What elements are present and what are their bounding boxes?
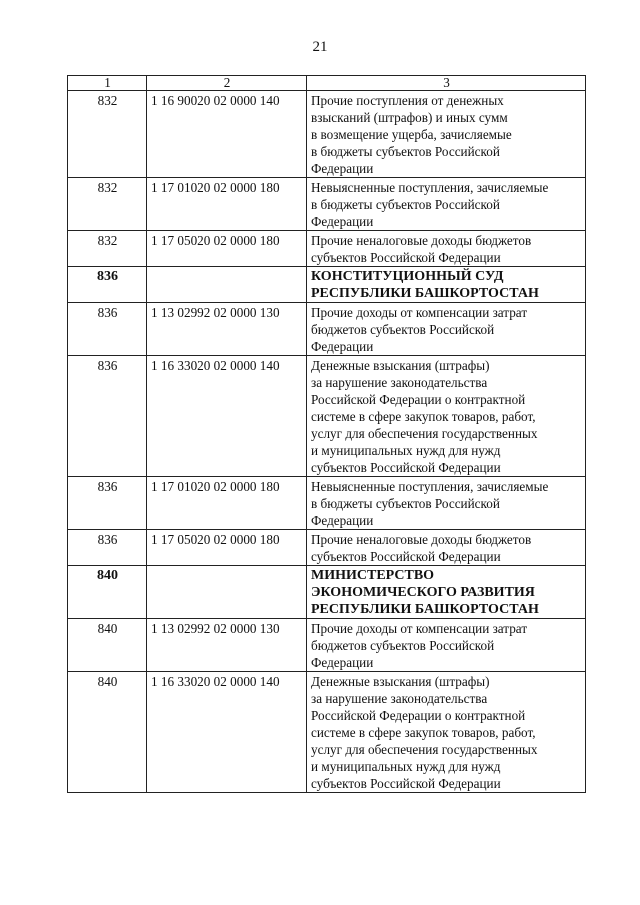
kbk-code-cell: 1 13 02992 02 0000 130: [147, 619, 307, 672]
revenue-name-cell: Прочие неналоговые доходы бюджетов субъектов Российской Федерации: [307, 530, 586, 566]
admin-code-cell: 840: [68, 619, 147, 672]
table-body: [68, 91, 586, 793]
admin-code-cell: 840: [68, 672, 147, 793]
admin-code-cell: 832: [68, 91, 147, 178]
revenue-name-cell: Невыясненные поступления, зачисляемые в бюджеты субъектов Российской Федерации: [307, 178, 586, 231]
admin-code-cell: 832: [68, 178, 147, 231]
table-row: [68, 178, 586, 231]
column-header-2: 2: [147, 76, 307, 91]
revenue-name-cell: Прочие поступления от денежных взысканий (штрафов) и иных сумм в возмещение ущерба, зачисляемые в бюджеты субъектов Российской Федерации: [307, 91, 586, 178]
revenue-name-cell: Прочие неналоговые доходы бюджетов субъектов Российской Федерации: [307, 231, 586, 267]
table-row: [68, 477, 586, 530]
header-row: [68, 76, 586, 91]
admin-code-cell: 836: [68, 530, 147, 566]
table-row: [68, 672, 586, 793]
table-row: [68, 530, 586, 566]
table-row: [68, 303, 586, 356]
admin-code-cell: 840: [68, 566, 147, 619]
table-row: [68, 619, 586, 672]
admin-code-cell: 836: [68, 356, 147, 477]
admin-code-cell: 836: [68, 477, 147, 530]
admin-code-cell: 832: [68, 231, 147, 267]
table-row: [68, 231, 586, 267]
revenue-name-cell: Денежные взыскания (штрафы) за нарушение законодательства Российской Федерации о контрактной системе в сфере закупок товаров, работ, услуг для обеспечения государственных и муниципальных нужд для нужд субъектов Российской Федерации: [307, 672, 586, 793]
kbk-code-cell: 1 13 02992 02 0000 130: [147, 303, 307, 356]
admin-code-cell: 836: [68, 303, 147, 356]
revenue-name-cell: Прочие доходы от компенсации затрат бюджетов субъектов Российской Федерации: [307, 619, 586, 672]
kbk-code-cell: 1 17 01020 02 0000 180: [147, 178, 307, 231]
kbk-code-cell: 1 17 05020 02 0000 180: [147, 530, 307, 566]
table-header: [68, 76, 586, 91]
kbk-code-cell: [147, 566, 307, 619]
table-row: [68, 356, 586, 477]
column-header-1: 1: [68, 76, 147, 91]
revenue-name-cell: МИНИСТЕРСТВО ЭКОНОМИЧЕСКОГО РАЗВИТИЯ РЕСПУБЛИКИ БАШКОРТОСТАН: [307, 566, 586, 619]
revenue-name-cell: КОНСТИТУЦИОННЫЙ СУД РЕСПУБЛИКИ БАШКОРТОСТАН: [307, 267, 586, 303]
kbk-code-cell: [147, 267, 307, 303]
kbk-code-cell: 1 16 90020 02 0000 140: [147, 91, 307, 178]
column-header-3: 3: [307, 76, 586, 91]
revenue-name-cell: Невыясненные поступления, зачисляемые в бюджеты субъектов Российской Федерации: [307, 477, 586, 530]
kbk-code-cell: 1 16 33020 02 0000 140: [147, 672, 307, 793]
kbk-code-cell: 1 16 33020 02 0000 140: [147, 356, 307, 477]
page-number: 21: [312, 39, 328, 55]
table-row: [68, 91, 586, 178]
kbk-code-cell: 1 17 05020 02 0000 180: [147, 231, 307, 267]
revenue-codes-table: [67, 75, 586, 793]
organization-header-row: [68, 566, 586, 619]
revenue-name-cell: Прочие доходы от компенсации затрат бюджетов субъектов Российской Федерации: [307, 303, 586, 356]
revenue-name-cell: Денежные взыскания (штрафы) за нарушение законодательства Российской Федерации о контрактной системе в сфере закупок товаров, работ, услуг для обеспечения государственных и муниципальных нужд для нужд субъектов Российской Федерации: [307, 356, 586, 477]
kbk-code-cell: 1 17 01020 02 0000 180: [147, 477, 307, 530]
admin-code-cell: 836: [68, 267, 147, 303]
organization-header-row: [68, 267, 586, 303]
